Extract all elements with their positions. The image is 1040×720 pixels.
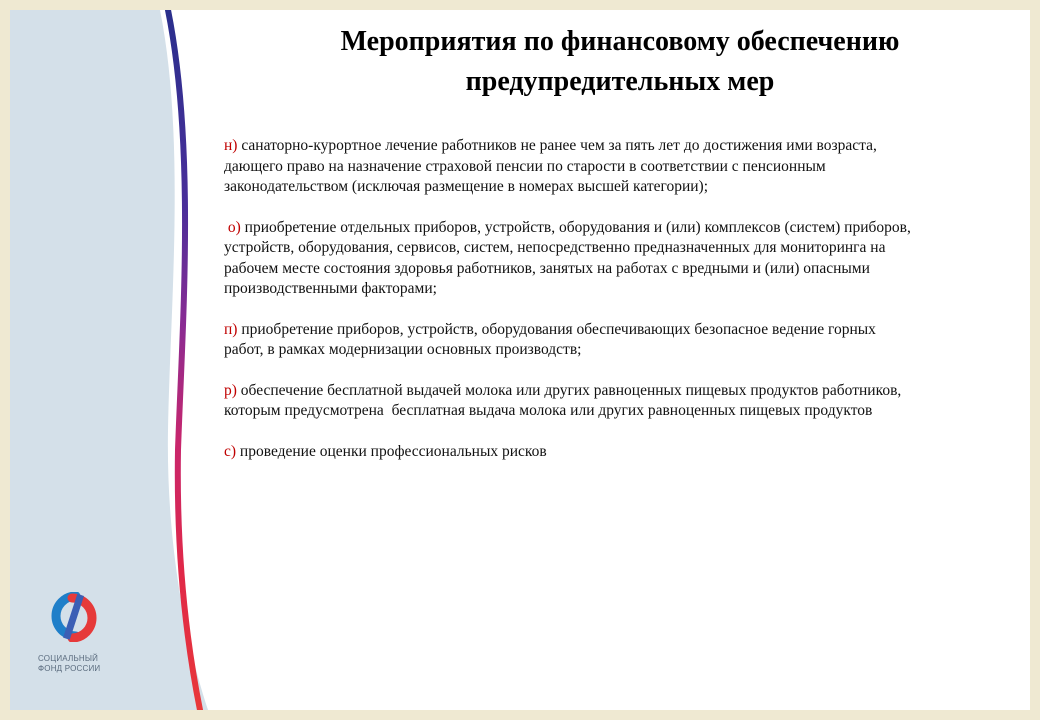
item-marker: о) — [224, 218, 241, 236]
item-line: которым предусмотрена бесплатная выдача молока или других равноценных пищевых продуктов — [224, 402, 873, 419]
sfr-logo — [38, 592, 118, 674]
item-text: обеспечение бесплатной выдачей молока или других равноценных пищевых продуктов работников, — [236, 381, 902, 399]
page-title — [210, 22, 1030, 102]
item-marker: р) — [224, 381, 237, 399]
item-marker: п) — [224, 320, 238, 338]
item-line: законодательством (исключая размещение в номерах высшей категории); — [224, 178, 709, 195]
title-line-1: Мероприятия по финансовому обеспечению — [340, 26, 900, 57]
item-line: производственными факторами; — [224, 280, 437, 297]
list-item — [224, 218, 1014, 300]
item-line — [224, 136, 1014, 157]
item-line — [224, 442, 1014, 463]
item-marker: н) — [224, 137, 238, 154]
item-line: дающего право на назначение страховой пенсии по старости в соответствии с пенсионным — [224, 157, 826, 175]
logo-line-1: СОЦИАЛЬНЫЙ — [38, 654, 99, 663]
slide — [10, 10, 1030, 710]
list-item — [224, 136, 1014, 198]
sfr-logo-icon — [42, 592, 106, 642]
item-line: работ, в рамках модернизации основных производств; — [224, 341, 582, 358]
list-item — [224, 442, 1014, 463]
item-text: приобретение приборов, устройств, оборудования обеспечивающих безопасное ведение горных — [237, 320, 876, 338]
list-item — [224, 381, 1014, 422]
item-text: проведение оценки профессиональных рисков — [236, 442, 547, 460]
logo-caption — [38, 654, 118, 674]
item-line — [224, 320, 1014, 341]
item-marker: с) — [224, 442, 237, 460]
item-text: санаторно-курортное лечение работников не ранее чем за пять лет до достижения ими возраста, — [237, 137, 877, 154]
content-body — [224, 136, 1014, 482]
item-line: рабочем месте состояния здоровья работников, занятых на работах с вредными и (или) опасными — [224, 259, 870, 277]
list-item — [224, 320, 1014, 361]
title-line-2: предупредительных мер — [465, 66, 775, 97]
item-line: устройств, оборудования, сервисов, систем, непосредственно предназначенных для мониторинга на — [224, 239, 886, 256]
item-line — [224, 218, 1014, 239]
logo-line-2: ФОНД РОССИИ — [38, 664, 101, 673]
item-line — [224, 381, 1014, 402]
item-text: приобретение отдельных приборов, устройств, оборудования и (или) комплексов (систем) приборов, — [240, 218, 911, 236]
